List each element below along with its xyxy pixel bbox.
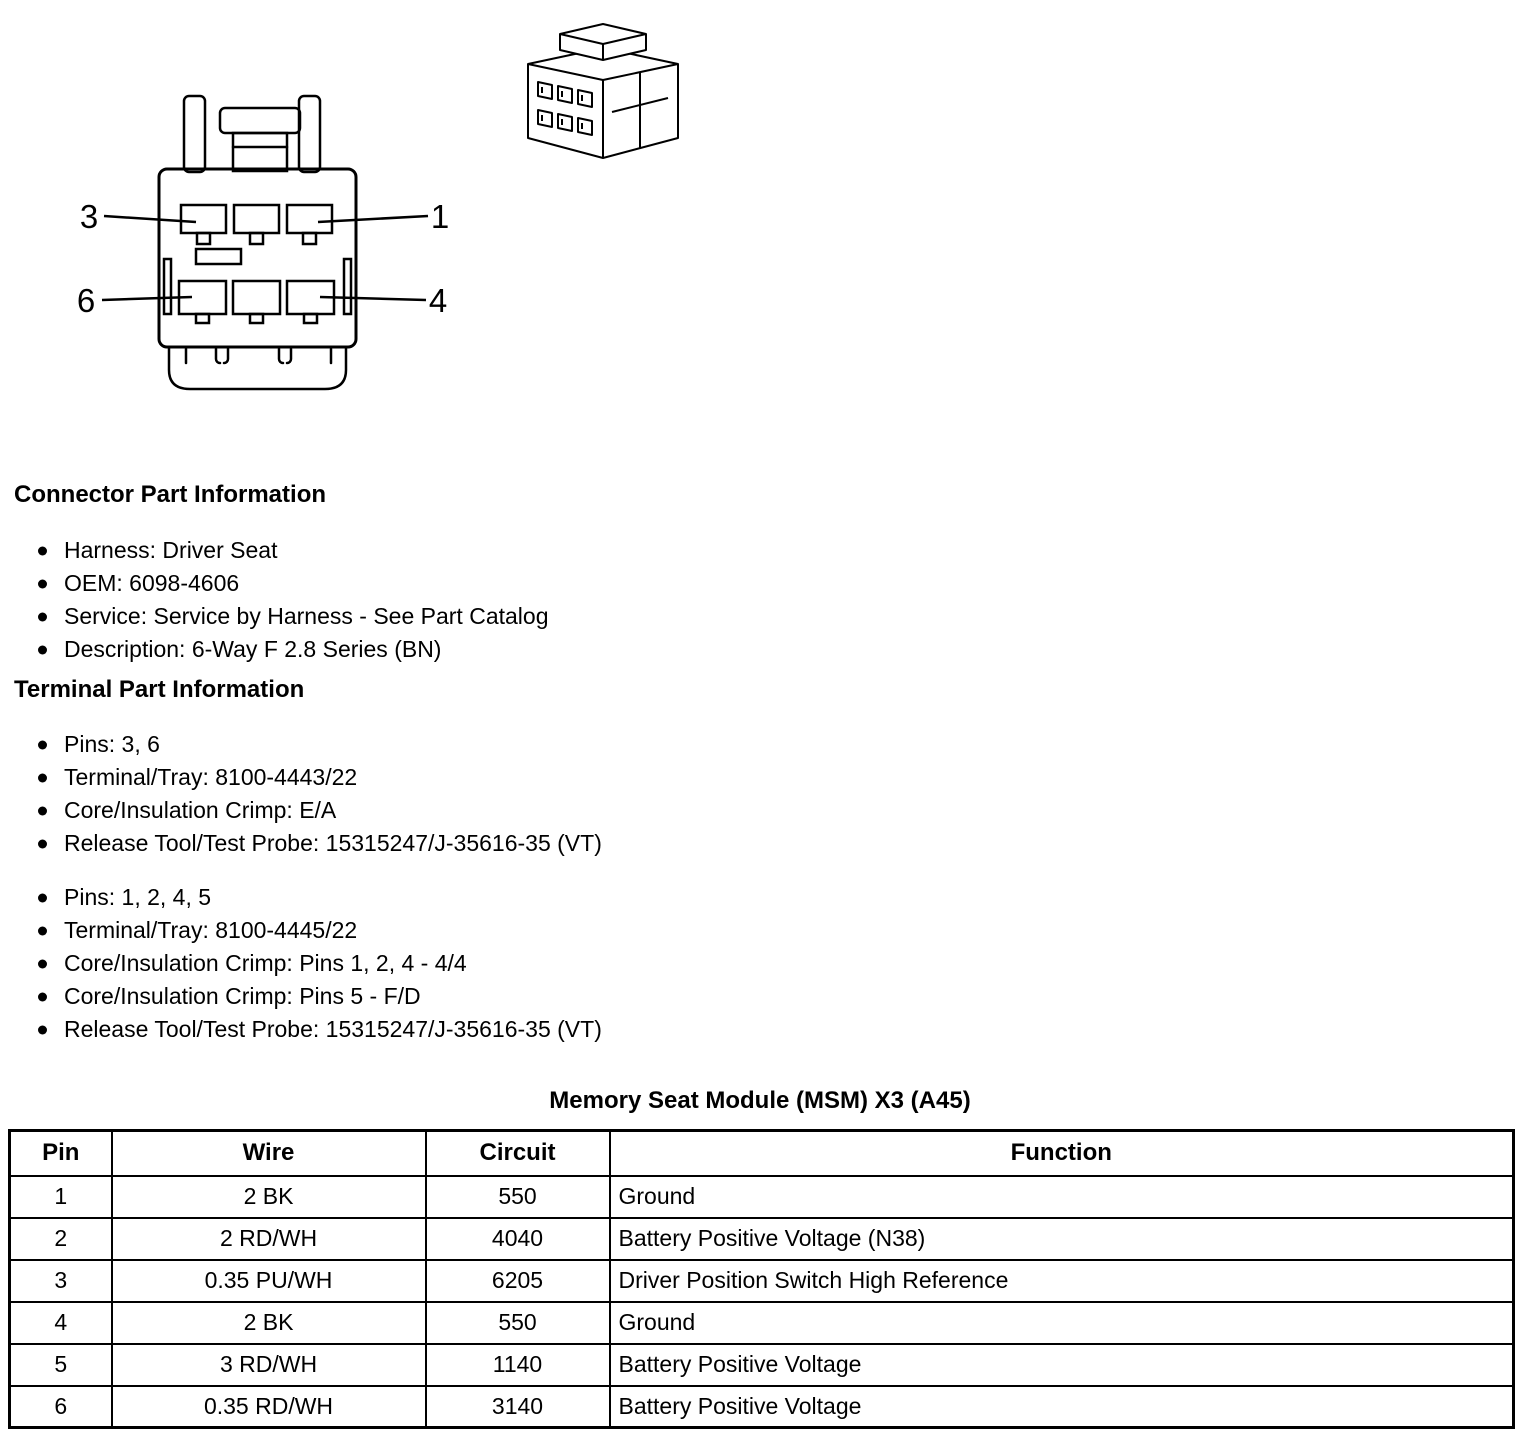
cell-pin: 1	[10, 1176, 112, 1218]
cell-circuit: 4040	[426, 1218, 610, 1260]
bullet-icon	[38, 612, 47, 621]
list-item-text: Release Tool/Test Probe: 15315247/J-35616-35 (VT)	[64, 830, 602, 856]
cell-wire: 2 BK	[112, 1302, 426, 1344]
cell-circuit: 6205	[426, 1260, 610, 1302]
cell-pin: 2	[10, 1218, 112, 1260]
pin-labels	[77, 198, 449, 319]
cell-pin: 3	[10, 1260, 112, 1302]
cell-function: Battery Positive Voltage	[610, 1386, 1514, 1428]
cell-function: Battery Positive Voltage (N38)	[610, 1218, 1514, 1260]
list-item	[14, 728, 602, 761]
list-item	[14, 633, 548, 666]
bullet-icon	[38, 740, 47, 749]
table-title: Memory Seat Module (MSM) X3 (A45)	[549, 1087, 971, 1114]
list-item-text: Pins: 3, 6	[64, 731, 160, 757]
cell-function: Battery Positive Voltage	[610, 1344, 1514, 1386]
table-row	[10, 1344, 1514, 1386]
bullet-icon	[38, 645, 47, 654]
connector-part-info-list	[14, 534, 548, 666]
connector-iso-view-icon	[528, 24, 678, 158]
cell-circuit: 550	[426, 1176, 610, 1218]
bullet-icon	[38, 959, 47, 968]
cell-wire: 3 RD/WH	[112, 1344, 426, 1386]
connector-diagram	[0, 0, 760, 440]
connector-part-info-heading: Connector Part Information	[14, 481, 327, 508]
pinout-table	[8, 1129, 1515, 1429]
pin-leader-lines	[102, 216, 428, 300]
table-header-row	[10, 1131, 1514, 1176]
pin-label-1: 1	[430, 198, 450, 235]
bullet-icon	[38, 839, 47, 848]
pin-label-4: 4	[428, 282, 448, 319]
list-item-text: Core/Insulation Crimp: Pins 1, 2, 4 - 4/4	[64, 950, 467, 976]
cell-function: Ground	[610, 1302, 1514, 1344]
connector-front-view-icon	[159, 96, 356, 389]
cell-wire: 0.35 PU/WH	[112, 1260, 426, 1302]
cell-circuit: 1140	[426, 1344, 610, 1386]
list-item	[14, 881, 602, 914]
list-item-text: Terminal/Tray: 8100-4443/22	[64, 764, 358, 790]
table-row	[10, 1176, 1514, 1218]
table-row	[10, 1218, 1514, 1260]
list-item-text: Terminal/Tray: 8100-4445/22	[64, 917, 358, 943]
cell-circuit: 550	[426, 1302, 610, 1344]
list-item	[14, 980, 602, 1013]
list-item-text: Service: Service by Harness - See Part Catalog	[64, 603, 549, 629]
list-item-text: Core/Insulation Crimp: E/A	[64, 797, 337, 823]
list-item	[14, 914, 602, 947]
terminal-part-info-list-2	[14, 881, 602, 1046]
cell-pin: 4	[10, 1302, 112, 1344]
list-item	[14, 534, 548, 567]
cell-wire: 2 BK	[112, 1176, 426, 1218]
cell-pin: 5	[10, 1344, 112, 1386]
list-item	[14, 761, 602, 794]
cell-circuit: 3140	[426, 1386, 610, 1428]
table-row	[10, 1302, 1514, 1344]
terminal-part-info-list-1	[14, 728, 602, 860]
bullet-icon	[38, 579, 47, 588]
cell-pin: 6	[10, 1386, 112, 1428]
bullet-icon	[38, 806, 47, 815]
bullet-icon	[38, 1025, 47, 1034]
list-item-text: Pins: 1, 2, 4, 5	[64, 884, 212, 910]
column-header-circuit: Circuit	[426, 1131, 610, 1176]
bullet-icon	[38, 546, 47, 555]
list-item	[14, 947, 602, 980]
list-item-text: Harness: Driver Seat	[64, 537, 278, 563]
column-header-pin: Pin	[10, 1131, 112, 1176]
table-row	[10, 1260, 1514, 1302]
list-item	[14, 827, 602, 860]
pin-label-3: 3	[79, 198, 99, 235]
list-item-text: Core/Insulation Crimp: Pins 5 - F/D	[64, 983, 421, 1009]
list-item-text: Release Tool/Test Probe: 15315247/J-35616-35 (VT)	[64, 1016, 602, 1042]
table-row	[10, 1386, 1514, 1428]
list-item	[14, 1013, 602, 1046]
list-item	[14, 567, 548, 600]
column-header-function: Function	[610, 1131, 1514, 1176]
cell-function: Driver Position Switch High Reference	[610, 1260, 1514, 1302]
cell-wire: 0.35 RD/WH	[112, 1386, 426, 1428]
list-item-text: OEM: 6098-4606	[64, 570, 240, 596]
bullet-icon	[38, 893, 47, 902]
bullet-icon	[38, 773, 47, 782]
column-header-wire: Wire	[112, 1131, 426, 1176]
cell-function: Ground	[610, 1176, 1514, 1218]
list-item	[14, 600, 548, 633]
pin-label-6: 6	[76, 282, 96, 319]
cell-wire: 2 RD/WH	[112, 1218, 426, 1260]
list-item	[14, 794, 602, 827]
terminal-part-info-heading: Terminal Part Information	[14, 676, 305, 703]
bullet-icon	[38, 992, 47, 1001]
list-item-text: Description: 6-Way F 2.8 Series (BN)	[64, 636, 442, 662]
bullet-icon	[38, 926, 47, 935]
